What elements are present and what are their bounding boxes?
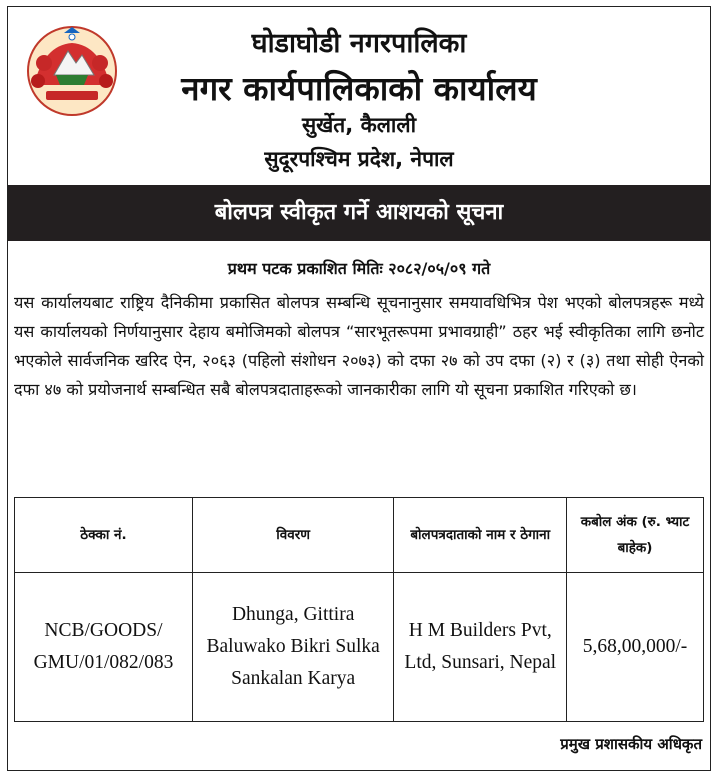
header-bidder: बोलपत्रदाताको नाम र ठेगाना	[394, 498, 567, 573]
header-amount: कबोल अंक (रु. भ्याट बाहेक)	[567, 498, 704, 573]
notice-title: बोलपत्र स्वीकृत गर्ने आशयको सूचना	[8, 185, 710, 241]
cell-description: Dhunga, Gittira Baluwako Bikri Sulka Sankalan Karya	[192, 573, 394, 722]
bid-table	[14, 497, 704, 722]
letterhead	[8, 7, 710, 185]
office-location: सुर्खेत, कैलाली	[301, 113, 417, 137]
municipality-name: घोडाघोडी नगरपालिका	[251, 28, 467, 59]
province-country: सुदूरपश्चिम प्रदेश, नेपाल	[264, 147, 454, 171]
cell-bidder: H M Builders Pvt, Ltd, Sunsari, Nepal	[394, 573, 567, 722]
table-row	[15, 573, 704, 722]
header-description: विवरण	[192, 498, 394, 573]
cell-amount: 5,68,00,000/-	[567, 573, 704, 722]
office-name: नगर कार्यपालिकाको कार्यालय	[181, 69, 537, 108]
published-date: प्रथम पटक प्रकाशित मितिः २०८२/०५/०९ गते	[227, 259, 491, 278]
cell-contract-no: NCB/GOODS/ GMU/01/082/083	[15, 573, 193, 722]
notice-body: यस कार्यालयबाट राष्ट्रिय दैनिकीमा प्रकासित बोलपत्र सम्बन्धि सूचनानुसार समयावधिभित्र पेश भएको बोलपत्रहरू मध्ये यस कार्यालयको निर्णयानुसार देहाय बमोजिमको बोलपत्र “सारभूतरूपमा प्रभावग्राही” ठहर भई स्वीकृतिका लागि छनोट भएकोले सार्वजनिक खरिद ऐन, २०६३ (पहिलो संशोधन २०७३) को दफा २७ को उप दफा (२) र (३) तथा सोही ऐनको दफा ४७ को प्रयोजनार्थ सम्बन्धित सबै बोलपत्रदाताहरूको जानकारीका लागि यो सूचना प्रकाशित गरिएको छ।	[14, 293, 704, 399]
table-header-row	[15, 498, 704, 573]
signatory-title: प्रमुख प्रशासकीय अधिकृत	[560, 735, 702, 753]
header-contract-no: ठेक्का नं.	[15, 498, 193, 573]
